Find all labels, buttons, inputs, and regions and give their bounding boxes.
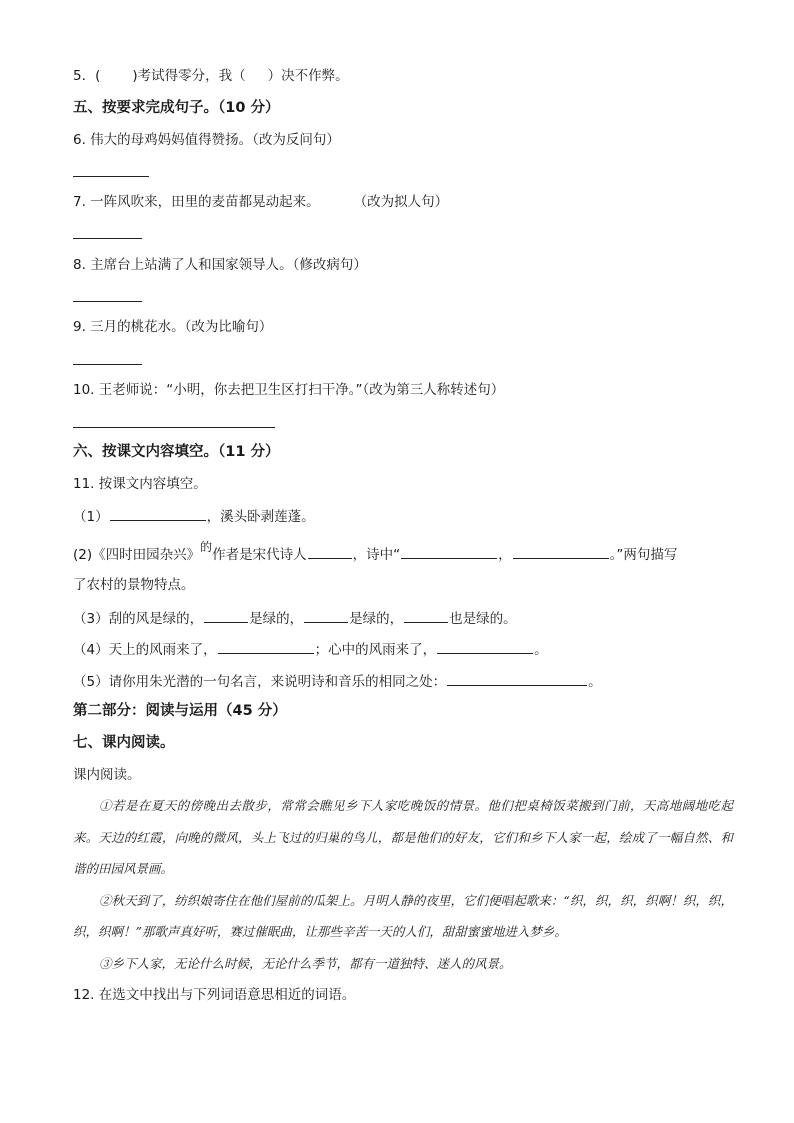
answer-line-7[interactable] <box>73 238 142 239</box>
question-10: 10. 王老师说：“小明，你去把卫生区打扫干净。”（改为第三人称转述句） <box>73 382 505 398</box>
question-11-3: （3）刮的风是绿的， 是绿的， 是绿的， 也是绿的。 <box>73 607 517 629</box>
blank-11-2-line1[interactable] <box>401 543 497 559</box>
section-6-title: 六、按课文内容填空。（11 分） <box>73 444 280 460</box>
answer-line-8[interactable] <box>73 301 142 302</box>
question-11-stem: 11. 按课文内容填空。 <box>73 476 207 492</box>
blank-11-4-a[interactable] <box>218 638 314 654</box>
question-9: 9. 三月的桃花水。（改为比喻句） <box>73 319 273 335</box>
question-8: 8. 主席台上站满了人和国家领导人。（修改病句） <box>73 257 367 273</box>
answer-line-6[interactable] <box>73 176 149 177</box>
passage-paragraph-2: ②秋天到了，纺织娘寄住在他们屋前的瓜架上。月明人静的夜里，它们便唱起歌来：“织，织，织，织啊！织，织，织，织啊！”那歌声真好听，赛过催眠曲，让那些辛苦一天的人们，甜甜蜜蜜地进入梦乡。 <box>73 892 733 939</box>
blank-11-5[interactable] <box>447 670 587 686</box>
question-11-1: （1） ，溪头卧剥莲蓬。 <box>73 505 315 527</box>
question-5: 5．( )考试得零分，我（ ）决不作弊。 <box>73 68 349 84</box>
passage-paragraph-3: ③乡下人家，无论什么时候，无论什么季节，都有一道独特、迷人的风景。 <box>99 955 512 971</box>
reading-label: 课内阅读。 <box>73 767 141 783</box>
section-7-title: 七、课内阅读。 <box>73 735 175 751</box>
passage-paragraph-1: ①若是在夏天的傍晚出去散步，常常会瞧见乡下人家吃晚饭的情景。他们把桌椅饭菜搬到门前，天高地阔地吃起来。天边的红霞，向晚的微风，头上飞过的归巢的鸟儿，都是他们的好友，它们和乡下人家一起，绘成了一幅自然、和谐的田园风景画。 <box>73 798 733 876</box>
section-5-title: 五、按要求完成句子。（10 分） <box>73 100 280 116</box>
part-2-title: 第二部分：阅读与运用（45 分） <box>73 703 287 719</box>
question-7: 7. 一阵风吹来，田里的麦苗都晃动起来。 （改为拟人句） <box>73 194 449 210</box>
blank-11-1[interactable] <box>110 505 206 521</box>
blank-11-3-b[interactable] <box>304 607 348 623</box>
question-11-4: （4）天上的风雨来了， ；心中的风雨来了， 。 <box>73 638 548 660</box>
question-11-2: (2)《四时田园杂兴》的作者是宋代诗人 ，诗中“ ， 。”两句描写 <box>73 540 678 563</box>
question-6: 6. 伟大的母鸡妈妈值得赞扬。（改为反问句） <box>73 132 340 148</box>
blank-11-2-line2[interactable] <box>513 543 609 559</box>
blank-11-3-c[interactable] <box>404 607 448 623</box>
question-12: 12. 在选文中找出与下列词语意思相近的词语。 <box>73 987 356 1003</box>
blank-11-3-a[interactable] <box>204 607 248 623</box>
reading-passage <box>73 790 733 979</box>
answer-line-10[interactable] <box>73 427 275 428</box>
blank-11-2-poet[interactable] <box>308 543 352 559</box>
question-11-2-cont: 了农村的景物特点。 <box>73 577 195 593</box>
answer-line-9[interactable] <box>73 364 142 365</box>
question-11-5: （5）请你用朱光潜的一句名言，来说明诗和音乐的相同之处： 。 <box>73 670 602 692</box>
blank-11-4-b[interactable] <box>437 638 533 654</box>
